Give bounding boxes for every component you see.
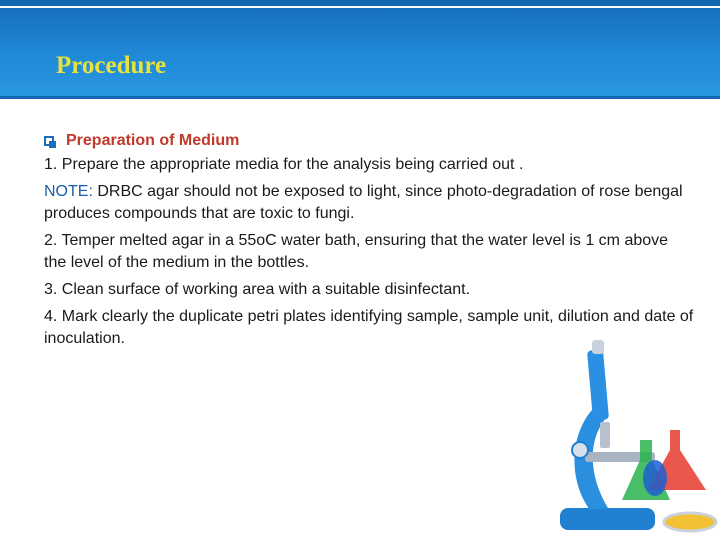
note <box>44 181 694 225</box>
microscope-tube <box>587 349 609 420</box>
section-heading <box>44 132 694 150</box>
petri-dish <box>664 513 716 531</box>
section-heading-text: Preparation of Medium <box>66 132 240 149</box>
square-bullet-icon <box>44 136 54 146</box>
slide-title: Procedure <box>56 52 167 79</box>
microscope-illustration <box>530 340 720 540</box>
microscope-knob <box>572 442 588 458</box>
step-3: 3. Clean surface of working area with a suitable disinfectant. <box>44 281 471 298</box>
microscope-base <box>560 508 655 530</box>
blue-flask <box>643 460 667 496</box>
step-2: 2. Temper melted agar in a 55oC water bath, ensuring that the water level is 1 cm above the level of the medium in the bottles. <box>44 232 669 271</box>
step-1: 1. Prepare the appropriate media for the analysis being carried out . <box>44 156 524 173</box>
note-label: NOTE: <box>44 183 93 200</box>
header-top-line <box>0 0 720 6</box>
slide-content <box>44 132 694 355</box>
step-4: 4. Mark clearly the duplicate petri plates identifying sample, sample unit, dilution and date of inoculation. <box>44 308 694 347</box>
microscope-eyepiece <box>592 340 604 354</box>
header-underline <box>0 96 720 99</box>
note-text: DRBC agar should not be exposed to light, since photo-degradation of rose bengal produces compounds that are toxic to fungi. <box>44 183 683 222</box>
microscope-objective <box>600 422 610 448</box>
